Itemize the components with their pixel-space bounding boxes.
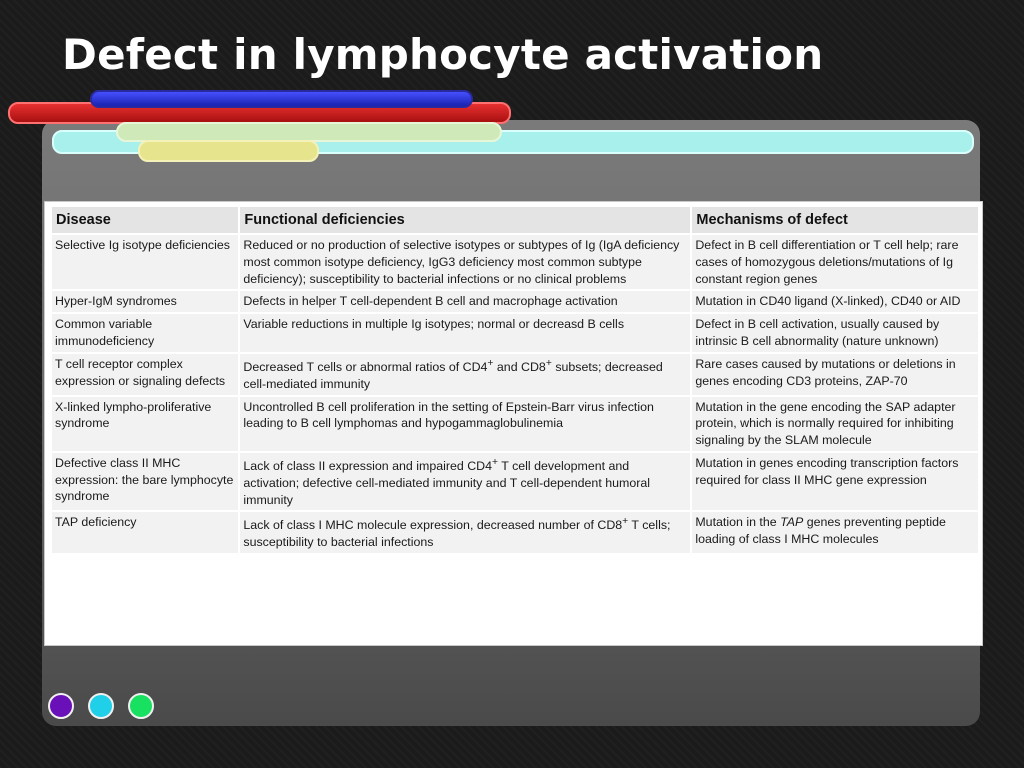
table-row bbox=[52, 512, 978, 553]
table-row bbox=[52, 397, 978, 451]
functional-cell: Uncontrolled B cell proliferation in the setting of Epstein-Barr virus infection leading to B cell lymphomas and hypogammaglobulinemia bbox=[240, 397, 690, 451]
cyan-dot-icon bbox=[88, 693, 114, 719]
purple-dot-icon bbox=[48, 693, 74, 719]
header-functional-deficiencies: Functional deficiencies bbox=[240, 207, 690, 233]
disease-cell: T cell receptor complex expression or signaling defects bbox=[52, 354, 238, 395]
table-row bbox=[52, 291, 978, 312]
disease-cell: TAP deficiency bbox=[52, 512, 238, 553]
disease-cell: Defective class II MHC expression: the bare lymphocyte syndrome bbox=[52, 453, 238, 511]
functional-cell bbox=[240, 512, 690, 553]
mechanism-cell: Mutation in the gene encoding the SAP adapter protein, which is normally required for inhibiting signaling by the SLAM molecule bbox=[692, 397, 978, 451]
superscript-plus: + bbox=[622, 516, 629, 528]
functional-text: Lack of class I MHC molecule expression, decreased number of CD8 bbox=[243, 518, 623, 533]
mechanism-text: Mutation in the bbox=[695, 515, 781, 530]
mechanism-cell: Mutation in genes encoding transcription factors required for class II MHC gene expression bbox=[692, 453, 978, 511]
mechanism-text: genes preventing peptide loading of class I MHC molecules bbox=[695, 515, 946, 547]
superscript-plus: + bbox=[492, 456, 499, 468]
mechanism-cell: Mutation in CD40 ligand (X-linked), CD40 or AID bbox=[692, 291, 978, 312]
superscript-plus: + bbox=[545, 357, 552, 369]
table-row bbox=[52, 235, 978, 289]
mechanism-cell: Defect in B cell activation, usually caused by intrinsic B cell abnormality (nature unknown) bbox=[692, 314, 978, 352]
green-dot-icon bbox=[128, 693, 154, 719]
functional-text: Lack of class II expression and impaired CD4 bbox=[243, 459, 493, 474]
functional-cell bbox=[240, 453, 690, 511]
functional-cell: Reduced or no production of selective isotypes or subtypes of Ig (IgA deficiency most common isotype deficiency, IgG3 deficiency most common subtype deficiency); susceptibility to bacterial infections or no clinical problems bbox=[240, 235, 690, 289]
disease-cell: Hyper-IgM syndromes bbox=[52, 291, 238, 312]
mechanism-cell: Defect in B cell differentiation or T cell help; rare cases of homozygous deletions/mutations of Ig constant region genes bbox=[692, 235, 978, 289]
table-row bbox=[52, 453, 978, 511]
superscript-plus: + bbox=[487, 357, 494, 369]
gene-name-italic: TAP bbox=[780, 515, 804, 530]
functional-text: Decreased T cells or abnormal ratios of CD4 bbox=[243, 359, 488, 374]
header-disease: Disease bbox=[52, 207, 238, 233]
defects-table bbox=[50, 205, 980, 555]
functional-cell bbox=[240, 354, 690, 395]
defects-table-image bbox=[44, 201, 983, 646]
functional-text: T cell development and activation; defective cell-mediated immunity and T cell-dependent humoral immunity bbox=[243, 459, 650, 507]
disease-cell: Selective Ig isotype deficiencies bbox=[52, 235, 238, 289]
functional-cell: Defects in helper T cell-dependent B cell and macrophage activation bbox=[240, 291, 690, 312]
functional-cell: Variable reductions in multiple Ig isotypes; normal or decreasd B cells bbox=[240, 314, 690, 352]
table-header-row bbox=[52, 207, 978, 233]
disease-cell: X-linked lympho-proliferative syndrome bbox=[52, 397, 238, 451]
table-row bbox=[52, 314, 978, 352]
slide-title: Defect in lymphocyte activation bbox=[62, 30, 824, 79]
table-row bbox=[52, 354, 978, 395]
functional-text: and CD8 bbox=[493, 359, 546, 374]
functional-text: T cells; susceptibility to bacterial infections bbox=[243, 518, 671, 550]
mechanism-cell bbox=[692, 512, 978, 553]
mechanism-cell: Rare cases caused by mutations or deletions in genes encoding CD3 proteins, ZAP-70 bbox=[692, 354, 978, 395]
disease-cell: Common variable immunodeficiency bbox=[52, 314, 238, 352]
functional-text: subsets; decreased cell-mediated immunity bbox=[243, 359, 663, 391]
header-mechanisms: Mechanisms of defect bbox=[692, 207, 978, 233]
decor-lightgreen-bar bbox=[116, 122, 502, 142]
decor-blue-bar bbox=[90, 90, 473, 108]
decor-yellow-bar bbox=[138, 140, 319, 162]
